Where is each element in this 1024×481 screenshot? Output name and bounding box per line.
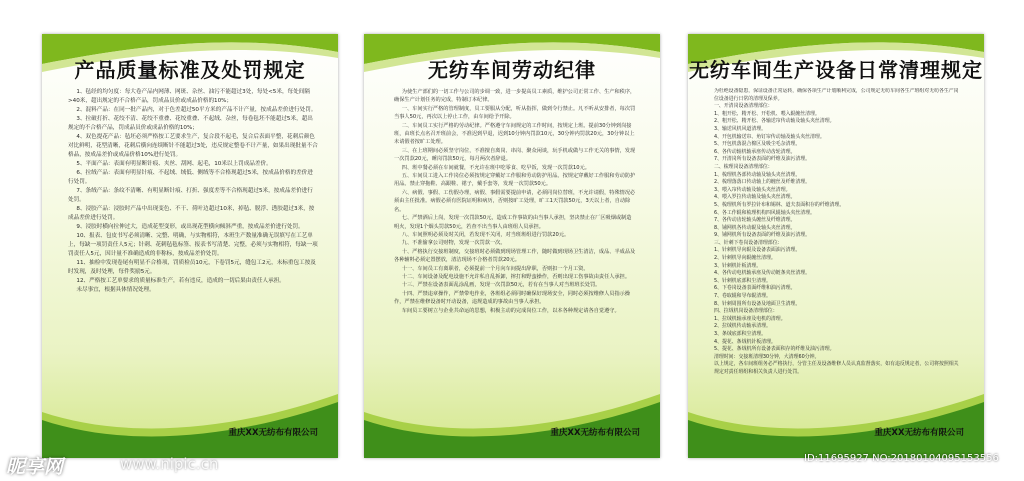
paragraph: 1、拉绒机轴承座及电机的清理。 [714,315,786,322]
paragraph: 5、平面产品：表面有明显断针痕、夹丝、刮网、起毛，10米以上罚成品差价。 [76,161,272,167]
paragraph: 三、在上班期间必须坚守岗位，不准擅自离岗、串岗、聚众闲谈，玩手机或做与工作无关的事情，发现一次罚款20元，睡岗罚款50元，每月两次者辞退。 [394,147,636,163]
paragraph: 未尽事宜，根据具体情况处理。 [76,287,155,293]
board-title: 产品质量标准及处罚规定 [74,58,306,82]
equipment-cleaning-board [688,34,984,458]
company-name: 重庆XX无纺布有限公司 [550,428,640,438]
paragraph: 4、各传动电机轴承座及传动链条夹丝清理。 [714,270,811,277]
paragraph: 6、各传动轴机轴承座传动齿轮清理。 [714,148,796,155]
paragraph: 为杜绝设备隐患，保证设备正常运转，确保各项生产计划顺利完成，公司规定无纺车间各生产班组对无纺各生产岗位设备进行日常的清理及保养。 [714,88,959,102]
paragraph: 十三、严禁在设备表面乱涂乱画，发现一次罚款50元，若有在当事人对当班班长处罚。 [401,282,601,289]
paragraph: 七、严禁酒后上岗，发现一次罚款50元，造成工作事故的由当事人承担，坚决禁止在厂区吸烟或制造明火，发现1个烟头罚款50元，若查不出当事人由班组人员承担。 [394,215,632,230]
board-body [68,88,318,414]
paragraph: 7、条绒产品：条纹不清晰、有明显断针痕、打折、强度差等不合格现超过5米，按成品差价进行处罚。 [68,188,313,203]
paragraph: 2、粗开松、精开松、各输送帘传动轴及轴头夹丝清理。 [714,118,835,125]
paragraph: 12、严格按工艺单要求的质量标准生产，若有违反，造成的一切后果由责任人承担。 [76,278,285,284]
paragraph: 3、条绒底部积尘清理。 [714,331,767,337]
paragraph: 1、针刺机导向辊及设备表面油污清理。 [714,247,801,254]
paragraph: 2、混料产品：在同一批产品内，对于色差超过50平方米的产品不计产量，按成品差价进行处罚。 [76,107,317,113]
board-body [394,88,636,414]
watermark-url: www.nipic.cn [120,455,219,473]
paragraph: 8、浸胶产品：浸胶时产品中出现变色、不干、荷叶边超过10米，掉毡、脱浮、透胶超过3米，按成品差价进行处罚。 [68,206,315,221]
paragraph: 3、针刺机针板清理。 [714,262,762,269]
paragraph: 5、开包机落混合棉区及吸尘毛杂清理。 [714,141,801,148]
paragraph: 3、输送风机风道清理。 [714,125,767,132]
paragraph: 十一、车间员工有离职者，必须提前一个月向车间提出辞职，否则扣一个月工资。 [401,265,589,272]
paragraph: 2、梳理落落口传动轴上的缠丝及纤维清理。 [714,179,811,186]
paragraph: 3、拉破打折、花绞不清、花绞不重叠、花绞重叠、不起绒、杂丝，每卷毡坯不能超过5米，超出规定的不合格产品，罚成品员价或成品价格的10%； [68,116,313,131]
paragraph: 二、梳理岗设备清理部位： [714,163,773,170]
paragraph: 7、开清岗所有设备表面的纤维及油污清理。 [714,156,811,163]
paragraph: 6、各工作辊和梳理机构四风辊轴头夹丝清理。 [714,209,815,216]
paragraph: 五、车间员工进入工作岗位必须按规定穿戴好工作服和劳动防护用品。按规定穿戴好工作服和劳动防护用品。禁止穿拖鞋、高跟鞋、裙子，戴手套等，发现一次罚款50元。 [394,173,636,188]
paragraph: 3、喂入帘传动轴及轴头夹丝清理。 [714,186,791,193]
paragraph: 11、抽检中发现卷尾有明显不合格项，罚质检员10元，下卷罚5元，缝包工2元，未标重包工按及时发现，及时处理，每件奖励5元。 [68,260,316,275]
paragraph: 8、铺网机各传动辊及轴头夹丝清理。 [714,224,796,231]
board-body [714,88,962,414]
paragraph: 5、梳理机所有罗拉针布和锡林、道夫表面积存的纤维清理。 [714,201,845,208]
paragraph: 9、铺网机所有设备表面的纤维及油污清理。 [714,232,811,239]
paragraph: 4、开包机输送帘、角钉帘传动轴及轴头夹丝清理。 [714,133,825,140]
paragraph: 1、毡经的均匀度：每大卷产品内网薄、网斑、杂丝、油污不能超过3处，每处<5米，每处间隔>40米，超出规定的不合格产品，罚成品员价或成品价格的10%； [68,89,310,104]
paragraph: 三、针刺下卷岗设备清理部位： [714,239,783,246]
paragraph: 6、拉绒产品：表面有明显针痕、不起绒、绒低、侧绒等不合格现超过5米，按成品价格的差价进行处罚。 [68,170,313,185]
paragraph: 10、报表、包皮书写必须清晰、完整、明确，与实物相符，本班生产数量准确无误填写在工艺单上，每缺一项罚责任人5元；针刺、花刺毡毡标签、报表书写清楚、完整，必须与实物相符，每缺一项罚责任人5元，因计量不准确造成的非称标，按成品差价处罚。 [68,233,318,257]
paragraph: 一、车间实行严格的管理制度，员工要服从分配，听从指挥，做到令行禁止。凡不听从安排者，每次罚当事人50元，再次以上停止工作，由车间给予开除。 [394,105,636,121]
paragraph: 5、针刺机底部积尘清理。 [714,277,771,284]
paragraph: 清理时间：交接班清理30分钟，大清理60分钟。 [714,353,820,360]
paragraph: 以上规定，各车间班组务必严格执行，分管主任及设备维修人员认真监督落实，如有违反规定者，公司将按照相关规定对责任班组和相关负责人进行处罚。 [714,361,959,375]
paragraph: 十二、车间设备及配电设施不允许私自乱拆卸，摔打和野蛮操作，否则出现工伤事故由责任人承担。 [401,273,631,280]
labor-discipline-board [364,34,660,458]
paragraph: 4、喂入罗拉传动轴及轴头夹丝清理。 [714,194,796,201]
company-name: 重庆XX无纺布有限公司 [874,428,964,438]
quality-standard-board [42,34,338,458]
paragraph: 四、班中餐必须在车间就餐，不允许在班中吃零食、吃早饭，发现一次罚款10元。 [401,164,590,171]
watermark-id: ID:11695927 NO:20180104095153556 [804,453,999,464]
board-title: 无纺车间劳动纪律 [428,58,596,82]
paragraph: 车间员工要树立与企业共命运的思想，积极主动的完成岗位工作，以本各种规定请各自觉遵守。 [401,307,620,314]
paragraph: 九、不准偷拿公司财物，发现一次罚款一次。 [401,240,506,247]
paragraph: 9、浸胶时横向拉伸过大，造成花型变形，或出现花型横向倾斜严重，按成品差价进行处罚。 [76,224,304,230]
paragraph: 7、各传动齿轮轴头缠丝及纤维清理。 [714,217,796,224]
paragraph: 2、针刺机导向辊缠丝清理。 [714,255,776,262]
watermark-logo: 昵享网 [6,456,64,478]
paragraph: 6、下卷岗设备表面纤维和油污清理。 [714,285,796,292]
paragraph: 7、卷取辊和导布辊清理。 [714,293,771,300]
company-name: 重庆XX无纺布有限公司 [228,428,318,438]
paragraph: 8、针刺周围所有设备及地面卫生清理。 [714,300,801,307]
paragraph: 1、梳理机各部传动轴及轴头夹丝清理。 [714,171,801,178]
paragraph: 2、拉绒机传动轴承清理。 [714,323,771,330]
paragraph: 一、开清岗设备清理部位： [714,103,773,110]
paragraph: 4、双色提花产品：毡坯必须严格按工艺要求生产，复合段不起毛，复合后表面平整，花刺后颜色对比鲜明，花型清晰，花刺后横向连续断针不能超过3处，违反规定整卷不计产量，如果出现批量不合格品，按成品差价或成品价格10%进行处罚。 [68,134,318,158]
paragraph: 1、粗开松、精开松、开松机、喂入辊缠丝清理。 [714,110,820,117]
paragraph: 4、提花、条绒机针板清理。 [714,338,776,345]
paragraph: 5、提花、条绒机所有设备表面积存的纤维及油污清理。 [714,346,835,353]
paragraph: 十、严格执行交接班制度，交接班时必须做到现场管理工作，随时做到现场卫生清洁，成品、半成品及各种辅料必须定置摆放，清洁现场不合格者罚款20元。 [394,248,636,264]
paragraph: 为使生产部们的一切工作与公司的步调一致，进一步提高员工素质，维护公司正常工作、生产和秩序，确保生产计划任务的完成，特制订本纪律。 [394,89,636,104]
board-title: 无纺车间生产设备日常清理规定 [689,58,983,82]
paragraph: 八、车间照明必须及时关闭，若发现不关闭，对当班班组进行罚款20元。 [401,231,570,238]
paragraph: 二、车间员工实行严格的劳动纪律。严格遵守车间规定的工作时间，按规定上班。提前30分钟到岗接班，由班长点名召开班前会，不准迟到早退，迟到10分钟内罚款10元，30分钟内罚款20元，30分钟以上未请假者按旷工处理。 [394,122,635,146]
paragraph: 十四、严禁违章操作，严禁带电作业，各班组必须同时确保好现场安全，同时必须按维修人员指示操作，严禁在维修设备时开动设备，违规造成的事故由当事人承担。 [394,290,631,306]
paragraph: 四、拉绒机岗设备清理部位： [714,308,778,315]
paragraph: 六、病假、事假、工伤假办理，病假、事假需要提前申请，必须同岗位替班，不允许请假，特殊情况必须由主任批准。病假必须有医院证明和病历，否则按旷工处理，旷工1天罚款50元，3天以上者，自动除名。 [394,189,636,213]
